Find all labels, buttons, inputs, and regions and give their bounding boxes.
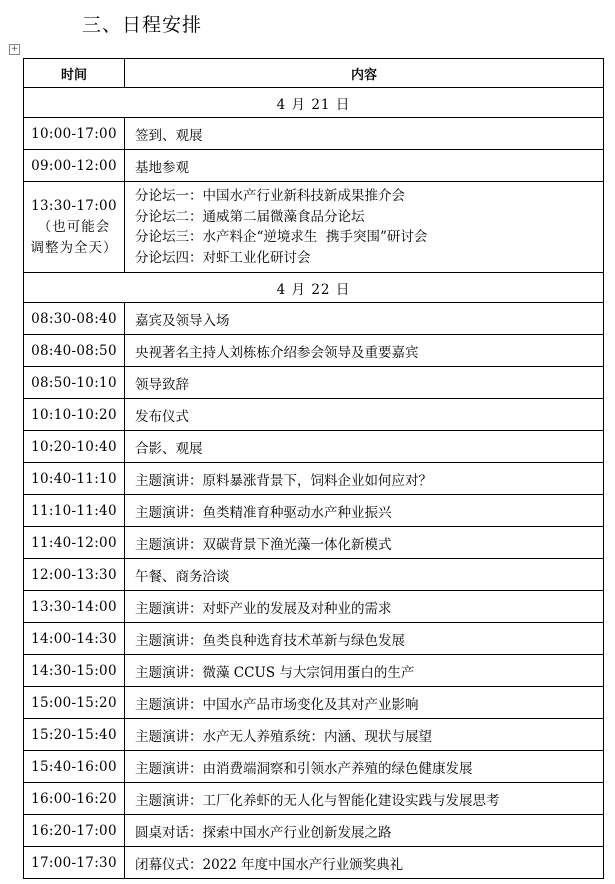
content-cell: 主题演讲：原料暴涨背景下，饲料企业如何应对？ xyxy=(125,463,604,495)
table-row xyxy=(24,719,604,751)
content-cell: 主题演讲：微藻 CCUS 与大宗饲用蛋白的生产 xyxy=(125,655,604,687)
table-row xyxy=(24,335,604,367)
schedule-table xyxy=(23,58,604,879)
header-content: 内容 xyxy=(125,59,604,88)
forum-item-4: 分论坛四：对虾工业化研讨会 xyxy=(135,249,311,266)
table-row xyxy=(24,463,604,495)
forum-time: 13:30-17:00 xyxy=(31,197,117,214)
time-cell: 12:00-13:30 xyxy=(24,559,125,591)
table-row xyxy=(24,655,604,687)
table-row xyxy=(24,303,604,335)
content-cell: 基地参观 xyxy=(125,150,604,182)
content-cell: 主题演讲：鱼类精准育种驱动水产种业振兴 xyxy=(125,495,604,527)
section-title: 三、日程安排 xyxy=(82,14,203,36)
content-cell: 央视著名主持人刘栋栋介绍参会领导及重要嘉宾 xyxy=(125,335,604,367)
date-cell: 4 月 21 日 xyxy=(24,88,604,118)
content-cell xyxy=(125,182,604,273)
content-cell: 主题演讲：中国水产品市场变化及其对产业影响 xyxy=(125,687,604,719)
table-row xyxy=(24,431,604,463)
forum-item-3: 分论坛三：水产料企“逆境求生 携手突围”研讨会 xyxy=(135,229,428,245)
time-cell: 10:40-11:10 xyxy=(24,463,125,495)
content-cell: 主题演讲：水产无人养殖系统：内涵、现状与展望 xyxy=(125,719,604,751)
content-cell: 午餐、商务洽谈 xyxy=(125,559,604,591)
content-cell: 主题演讲：双碳背景下渔光藻一体化新模式 xyxy=(125,527,604,559)
table-row xyxy=(24,495,604,527)
time-cell: 15:20-15:40 xyxy=(24,719,125,751)
table-row-forums xyxy=(24,182,604,273)
content-cell: 发布仪式 xyxy=(125,399,604,431)
time-cell: 08:30-08:40 xyxy=(24,303,125,335)
table-row xyxy=(24,783,604,815)
content-cell: 领导致辞 xyxy=(125,367,604,399)
date-row-day1 xyxy=(24,88,604,118)
content-cell: 签到、观展 xyxy=(125,118,604,150)
time-cell: 10:00-17:00 xyxy=(24,118,125,150)
table-row xyxy=(24,150,604,182)
table-row xyxy=(24,687,604,719)
content-cell: 嘉宾及领导入场 xyxy=(125,303,604,335)
content-cell: 主题演讲：由消费端洞察和引领水产养殖的绿色健康发展 xyxy=(125,751,604,783)
table-row xyxy=(24,527,604,559)
time-cell: 14:30-15:00 xyxy=(24,655,125,687)
content-cell: 主题演讲：鱼类良种选育技术革新与绿色发展 xyxy=(125,623,604,655)
table-row xyxy=(24,559,604,591)
time-cell: 11:40-12:00 xyxy=(24,527,125,559)
time-cell: 11:10-11:40 xyxy=(24,495,125,527)
time-cell: 08:40-08:50 xyxy=(24,335,125,367)
time-cell: 15:40-16:00 xyxy=(24,751,125,783)
time-cell: 16:00-16:20 xyxy=(24,783,125,815)
content-cell: 合影、观展 xyxy=(125,431,604,463)
time-cell: 08:50-10:10 xyxy=(24,367,125,399)
forum-note-line2: 调整为全天） xyxy=(30,239,118,256)
header-time: 时间 xyxy=(24,59,125,88)
content-cell: 圆桌对话：探索中国水产行业创新发展之路 xyxy=(125,815,604,847)
table-row xyxy=(24,367,604,399)
content-cell: 闭幕仪式：2022 年度中国水产行业颁奖典礼 xyxy=(125,847,604,879)
date-row-day2 xyxy=(24,273,604,303)
table-row xyxy=(24,118,604,150)
table-row xyxy=(24,847,604,879)
content-cell: 主题演讲：对虾产业的发展及对种业的需求 xyxy=(125,591,604,623)
date-cell: 4 月 22 日 xyxy=(24,273,604,303)
forum-item-2: 分论坛二：通威第二届微藻食品分论坛 xyxy=(135,208,365,225)
time-cell: 09:00-12:00 xyxy=(24,150,125,182)
time-cell: 15:00-15:20 xyxy=(24,687,125,719)
time-cell: 10:10-10:20 xyxy=(24,399,125,431)
day2-rows xyxy=(24,303,604,879)
table-move-handle-icon[interactable]: + xyxy=(10,44,19,54)
table-row xyxy=(24,591,604,623)
time-cell: 16:20-17:00 xyxy=(24,815,125,847)
time-cell: 14:00-14:30 xyxy=(24,623,125,655)
content-cell: 主题演讲：工厂化养虾的无人化与智能化建设实践与发展思考 xyxy=(125,783,604,815)
table-row xyxy=(24,399,604,431)
time-cell: 17:00-17:30 xyxy=(24,847,125,879)
table-header-row xyxy=(24,59,604,88)
forum-item-1: 分论坛一：中国水产行业新科技新成果推介会 xyxy=(135,188,405,204)
time-cell: 13:30-14:00 xyxy=(24,591,125,623)
time-cell: 10:20-10:40 xyxy=(24,431,125,463)
table-row xyxy=(24,815,604,847)
table-row xyxy=(24,751,604,783)
table-row xyxy=(24,623,604,655)
time-cell xyxy=(24,182,125,273)
forum-note-line1: （也可能会 xyxy=(37,218,111,235)
